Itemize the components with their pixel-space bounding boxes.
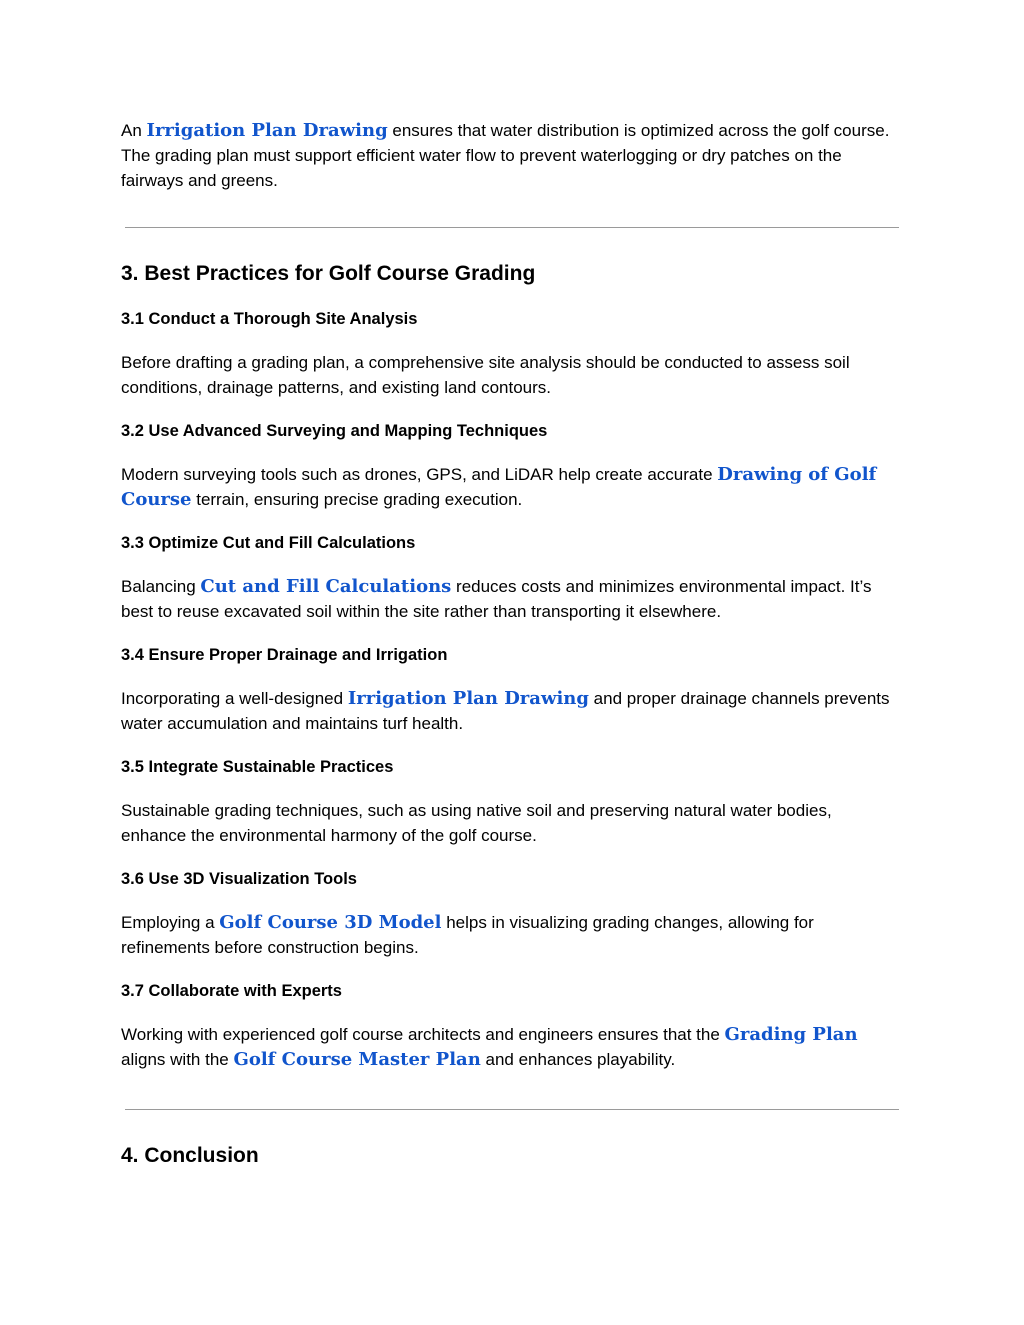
document-page bbox=[121, 118, 901, 1170]
intro-paragraph: An Irrigation Plan Drawing ensures that water distribution is optimized across the golf course. The grading plan must support efficient water flow to prevent waterlogging or dry patches on the fairways and greens. bbox=[121, 120, 890, 190]
subsection-3-6-text: Employing a Golf Course 3D Model helps in visualizing grading changes, allowing for refinements before construction begins. bbox=[121, 912, 814, 957]
section-3-title: 3. Best Practices for Golf Course Grading bbox=[121, 262, 536, 285]
subsection-3-2-heading: 3.2 Use Advanced Surveying and Mapping Techniques bbox=[121, 422, 548, 440]
grading-plan-link[interactable]: Grading Plan bbox=[724, 1024, 858, 1045]
drawing-of-golf-course-link[interactable]: Drawing of Golf Course bbox=[121, 464, 877, 510]
section-4-title: 4. Conclusion bbox=[121, 1144, 259, 1167]
irrigation-plan-drawing-link[interactable]: Irrigation Plan Drawing bbox=[146, 120, 388, 141]
subsection-3-2-text: Modern surveying tools such as drones, GPS, and LiDAR help create accurate Drawing of Golf Course terrain, ensuring precise grading execution. bbox=[121, 464, 877, 510]
golf-course-master-plan-link[interactable]: Golf Course Master Plan bbox=[233, 1049, 481, 1070]
subsection-3-5-text: Sustainable grading techniques, such as using native soil and preserving natural water bodies, enhance the environmental harmony of the golf course. bbox=[121, 801, 832, 845]
subsection-3-7-heading: 3.7 Collaborate with Experts bbox=[121, 982, 342, 1000]
subsection-3-7-text: Working with experienced golf course architects and engineers ensures that the Grading Plan aligns with the Golf Course Master Plan and enhances playability. bbox=[121, 1024, 858, 1070]
subsection-3-4-heading: 3.4 Ensure Proper Drainage and Irrigation bbox=[121, 646, 448, 664]
subsection-3-3-text: Balancing Cut and Fill Calculations reduces costs and minimizes environmental impact. It’s best to reuse excavated soil within the site rather than transporting it elsewhere. bbox=[121, 576, 872, 621]
cut-and-fill-calculations-link[interactable]: Cut and Fill Calculations bbox=[200, 576, 452, 597]
subsection-3-1-heading: 3.1 Conduct a Thorough Site Analysis bbox=[121, 310, 418, 328]
subsection-3-1-text: Before drafting a grading plan, a comprehensive site analysis should be conducted to assess soil conditions, drainage patterns, and existing land contours. bbox=[121, 353, 850, 397]
irrigation-plan-drawing-link-2[interactable]: Irrigation Plan Drawing bbox=[347, 688, 589, 709]
subsection-3-3-heading: 3.3 Optimize Cut and Fill Calculations bbox=[121, 534, 416, 552]
golf-course-3d-model-link[interactable]: Golf Course 3D Model bbox=[219, 912, 442, 933]
subsection-3-5-heading: 3.5 Integrate Sustainable Practices bbox=[121, 758, 394, 776]
subsection-3-6-heading: 3.6 Use 3D Visualization Tools bbox=[121, 870, 357, 888]
subsection-3-4-text: Incorporating a well-designed Irrigation Plan Drawing and proper drainage channels prevents water accumulation and maintains turf health. bbox=[121, 688, 890, 733]
